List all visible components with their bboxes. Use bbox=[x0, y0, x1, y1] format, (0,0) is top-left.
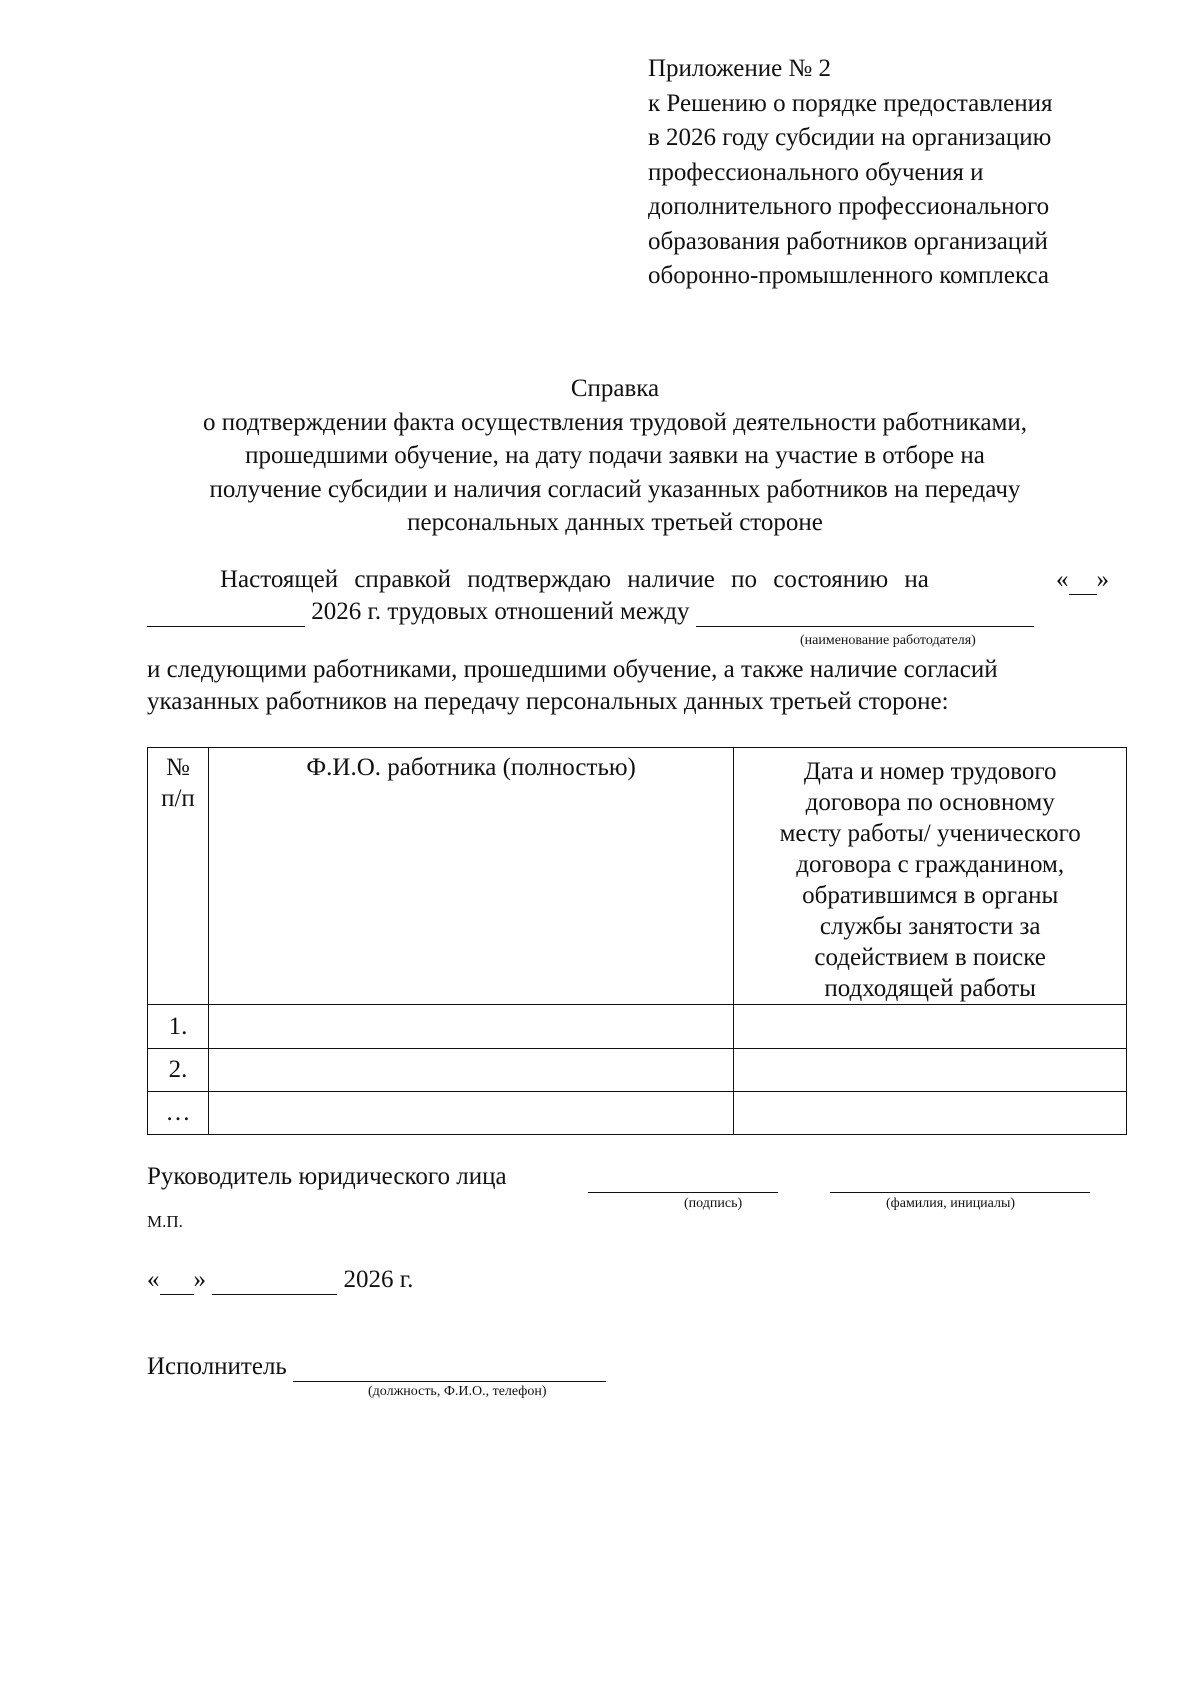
executor-blank[interactable] bbox=[293, 1353, 606, 1382]
statement-date-field: « » bbox=[1056, 566, 1109, 593]
appendix-line: дополнительного профессионального bbox=[648, 193, 1050, 220]
executor-label: Исполнитель bbox=[147, 1353, 287, 1380]
employer-blank[interactable] bbox=[696, 598, 1034, 627]
name-initials-caption: (фамилия, инициалы) bbox=[886, 1196, 1016, 1211]
row-number: … bbox=[148, 1092, 209, 1135]
day-blank[interactable] bbox=[1069, 566, 1097, 595]
row-number: 1. bbox=[148, 1005, 209, 1049]
appendix-line: оборонно-промышленного комплекса bbox=[648, 262, 1049, 289]
appendix-line: образования работников организаций bbox=[648, 227, 1048, 255]
title-line: прошедшими обучение, на дату подачи заявки на участие в отборе на bbox=[245, 442, 985, 469]
appendix-line: Приложение № 2 bbox=[648, 55, 832, 82]
col-number-header: № п/п bbox=[148, 748, 209, 1005]
title-line: получение субсидии и наличия согласий указанных работников на передачу bbox=[209, 475, 1021, 503]
name-initials-blank[interactable] bbox=[830, 1192, 1090, 1193]
title-heading: Справка bbox=[570, 375, 660, 402]
executor-line bbox=[147, 1353, 606, 1382]
row-number: 2. bbox=[148, 1049, 209, 1092]
employee-name-cell[interactable] bbox=[208, 1092, 733, 1135]
date-day-blank[interactable] bbox=[160, 1266, 194, 1295]
date-line: « » 2026 г. bbox=[147, 1266, 414, 1293]
appendix-line: к Решению о порядке предоставления bbox=[648, 89, 1053, 117]
contract-cell[interactable] bbox=[734, 1049, 1127, 1092]
statement-line-4: указанных работников на передачу персональных данных третьей стороне: bbox=[147, 688, 949, 715]
employees-table bbox=[147, 747, 1127, 1135]
statement-line-1 bbox=[220, 566, 1120, 594]
statement-line-3: и следующими работниками, прошедшими обучение, а также наличие согласий bbox=[147, 656, 998, 683]
statement-text: Настоящей справкой подтверждаю наличие по состоянию на bbox=[220, 566, 929, 593]
contract-cell[interactable] bbox=[734, 1092, 1127, 1135]
table-row bbox=[148, 1049, 1127, 1092]
date-month-blank[interactable] bbox=[212, 1266, 337, 1295]
appendix-line: профессионального обучения и bbox=[648, 158, 984, 186]
table-row bbox=[148, 1005, 1127, 1049]
employee-name-cell[interactable] bbox=[208, 1049, 733, 1092]
col-name-header: Ф.И.О. работника (полностью) bbox=[208, 748, 733, 1005]
contract-cell[interactable] bbox=[734, 1005, 1127, 1049]
title-line: о подтверждении факта осуществления трудовой деятельности работниками, bbox=[202, 408, 1028, 436]
title-line: персональных данных третьей стороне bbox=[407, 509, 823, 536]
document-title bbox=[130, 372, 1100, 540]
col-contract-header: Дата и номер трудового договора по основному месту работы/ ученического договора с гражданином, обратившимся в органы службы занятости за содействием в поиске подходящей работы bbox=[734, 748, 1127, 1005]
appendix-header bbox=[648, 52, 1168, 294]
table-header-row bbox=[148, 748, 1127, 1005]
stamp-place: М.П. bbox=[147, 1212, 183, 1231]
month-blank[interactable] bbox=[147, 598, 305, 627]
statement-text: 2026 г. трудовых отношений между bbox=[311, 598, 690, 625]
table-row bbox=[148, 1092, 1127, 1135]
employee-name-cell[interactable] bbox=[208, 1005, 733, 1049]
statement-line-2 bbox=[147, 598, 1034, 627]
signature-caption: (подпись) bbox=[684, 1196, 743, 1211]
signatory-role: Руководитель юридического лица bbox=[147, 1163, 507, 1190]
signature-blank[interactable] bbox=[588, 1192, 778, 1193]
executor-caption: (должность, Ф.И.О., телефон) bbox=[368, 1384, 547, 1399]
employer-caption: (наименование работодателя) bbox=[800, 633, 976, 648]
appendix-line: в 2026 году субсидии на организацию bbox=[648, 124, 1052, 151]
